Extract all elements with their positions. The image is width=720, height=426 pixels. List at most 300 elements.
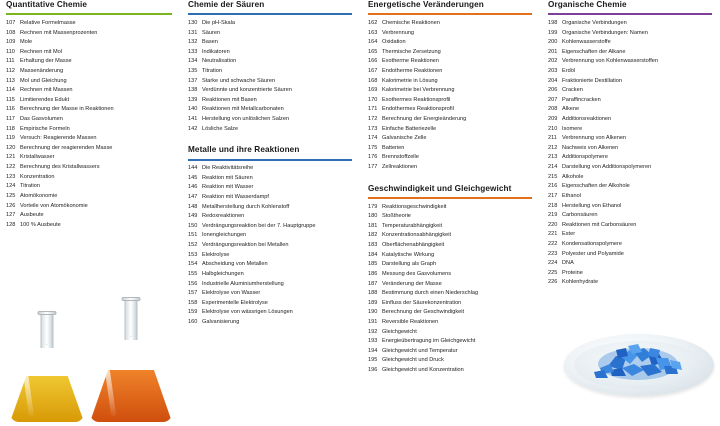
list-item[interactable] (6, 211, 172, 221)
list-item[interactable] (368, 308, 532, 318)
section-rule (548, 13, 712, 15)
list-item[interactable] (368, 105, 532, 115)
entry-page-number: 154 (188, 261, 198, 268)
list-item[interactable] (368, 328, 532, 338)
column-organische-chemie (540, 0, 720, 426)
entry-page-number: 176 (368, 154, 378, 161)
entry-label: Erdöl (562, 67, 576, 74)
list-item[interactable] (6, 67, 172, 77)
list-item[interactable] (548, 86, 712, 96)
list-item[interactable] (6, 105, 172, 115)
list-item[interactable] (548, 77, 712, 87)
entry-label: Polyester und Polyamide (562, 250, 624, 257)
list-item[interactable] (188, 115, 352, 125)
entry-label: Die Reaktivitätsreihe (202, 165, 254, 172)
entry-page-number: 170 (368, 96, 378, 103)
entry-list (188, 19, 352, 134)
list-item[interactable] (6, 115, 172, 125)
entry-page-number: 169 (368, 87, 378, 94)
entry-label: Metallherstellung durch Kohlenstoff (202, 203, 290, 210)
list-item[interactable] (368, 29, 532, 39)
entry-page-number: 211 (548, 135, 557, 142)
list-item[interactable] (368, 48, 532, 58)
list-item[interactable] (368, 163, 532, 173)
section-title: Energetische Veränderungen (368, 0, 484, 9)
entry-page-number: 172 (368, 116, 378, 123)
entry-label: Abscheidung von Metallen (202, 261, 268, 268)
list-item[interactable] (188, 299, 352, 309)
section-title: Quantitative Chemie (6, 0, 88, 9)
entry-page-number: 125 (6, 192, 16, 199)
entry-page-number: 122 (6, 164, 16, 171)
entry-list (548, 19, 712, 288)
entry-page-number: 208 (548, 106, 558, 113)
list-item[interactable] (548, 115, 712, 125)
list-item[interactable] (548, 67, 712, 77)
entry-page-number: 187 (368, 280, 378, 287)
list-item[interactable] (368, 251, 532, 261)
list-item[interactable] (6, 57, 172, 67)
entry-label: Gleichgewicht und Temperatur (382, 347, 458, 354)
entry-label: Kondensationspolymere (562, 240, 623, 247)
entry-label: Reaktionen mit Metallcarbonaten (202, 106, 284, 113)
entry-page-number: 165 (368, 48, 378, 55)
list-item[interactable] (188, 280, 352, 290)
crystal-cluster (564, 322, 714, 408)
list-item[interactable] (368, 86, 532, 96)
list-item[interactable] (188, 57, 352, 67)
entry-page-number: 158 (188, 299, 198, 306)
list-item[interactable] (368, 125, 532, 135)
list-item[interactable] (6, 221, 172, 231)
entry-label: Reaktionsgeschwindigkeit (382, 203, 447, 210)
list-item[interactable] (548, 192, 712, 202)
entry-label: Verbrennung von Alkenen (562, 135, 627, 142)
entry-label: Mole (20, 39, 33, 46)
list-item[interactable] (548, 153, 712, 163)
entry-label: Titration (20, 183, 40, 190)
entry-label: Starke und schwache Säuren (202, 77, 276, 84)
list-item[interactable] (368, 366, 532, 376)
entry-page-number: 126 (6, 202, 16, 209)
entry-label: Galvanische Zelle (382, 135, 427, 142)
entry-label: Ausbeute (20, 212, 44, 219)
entry-page-number: 213 (548, 154, 558, 161)
list-item[interactable] (368, 241, 532, 251)
list-item[interactable] (548, 57, 712, 67)
entry-label: Zellreaktionen (382, 164, 418, 171)
entry-page-number: 185 (368, 261, 378, 268)
entry-label: Redoxreaktionen (202, 213, 245, 220)
entry-label: Thermische Zersetzung (382, 48, 441, 55)
list-item[interactable] (548, 125, 712, 135)
entry-page-number: 186 (368, 270, 378, 277)
list-item[interactable] (188, 86, 352, 96)
list-item[interactable] (368, 337, 532, 347)
entry-page-number: 121 (6, 154, 16, 161)
entry-page-number: 112 (6, 67, 15, 74)
list-item[interactable] (188, 212, 352, 222)
list-item[interactable] (368, 153, 532, 163)
entry-label: Berechnung der Masse in Reaktionen (20, 106, 114, 113)
list-item[interactable] (6, 48, 172, 58)
entry-page-number: 160 (188, 318, 198, 325)
entry-page-number: 182 (368, 232, 378, 239)
entry-label: Versuch: Reagierende Massen (20, 135, 97, 142)
entry-page-number: 153 (188, 251, 198, 258)
entry-page-number: 119 (6, 135, 15, 142)
entry-page-number: 113 (6, 77, 15, 84)
section-rule (6, 13, 172, 15)
column-quantitative (0, 0, 180, 426)
list-item[interactable] (188, 125, 352, 135)
section-rule (368, 13, 532, 15)
list-item[interactable] (188, 318, 352, 328)
list-item[interactable] (548, 105, 712, 115)
entry-label: Verdünnte und konzentrierte Säuren (202, 87, 292, 94)
list-item[interactable] (188, 96, 352, 106)
list-item[interactable] (548, 278, 712, 288)
list-item[interactable] (188, 251, 352, 261)
list-item[interactable] (6, 29, 172, 39)
entry-page-number: 175 (368, 144, 378, 151)
list-item[interactable] (368, 289, 532, 299)
entry-page-number: 199 (548, 29, 558, 36)
entry-label: Berechnung der reagierenden Masse (20, 144, 113, 151)
entry-label: Energieübertragung im Gleichgewicht (382, 338, 476, 345)
entry-page-number: 164 (368, 39, 378, 46)
entry-label: Brennstoffzelle (382, 154, 419, 161)
entry-label: Alkene (562, 106, 580, 113)
entry-list (188, 164, 352, 327)
entry-label: Organische Verbindungen: Namen (562, 29, 648, 36)
section-organische-chemie (548, 0, 712, 288)
entry-page-number: 189 (368, 299, 378, 306)
list-item[interactable] (188, 260, 352, 270)
list-item[interactable] (368, 19, 532, 29)
entry-label: Konzentration (20, 173, 55, 180)
entry-page-number: 146 (188, 184, 198, 191)
list-item[interactable] (6, 125, 172, 135)
list-item[interactable] (548, 48, 712, 58)
entry-label: Verbrennung von Kohlenwasserstoffen (562, 58, 658, 65)
entry-page-number: 156 (188, 280, 198, 287)
entry-page-number: 225 (548, 269, 558, 276)
entry-page-number: 145 (188, 174, 198, 181)
list-item[interactable] (368, 270, 532, 280)
entry-page-number: 180 (368, 213, 378, 220)
list-item[interactable] (548, 230, 712, 240)
entry-label: Relative Formelmasse (20, 19, 76, 26)
entry-page-number: 218 (548, 202, 558, 209)
list-item[interactable] (548, 38, 712, 48)
list-item[interactable] (188, 270, 352, 280)
entry-list (6, 19, 172, 230)
entry-label: Darstellung von Additionspolymeren (562, 164, 652, 171)
entry-page-number: 120 (6, 144, 16, 151)
entry-page-number: 138 (188, 87, 198, 94)
entry-page-number: 204 (548, 77, 558, 84)
entry-label: Experimentelle Elektrolyse (202, 299, 268, 306)
entry-page-number: 193 (368, 338, 378, 345)
entry-page-number: 198 (548, 19, 558, 26)
entry-page-number: 117 (6, 116, 15, 123)
entry-page-number: 217 (548, 192, 558, 199)
list-item[interactable] (548, 173, 712, 183)
column-energetische-geschwindigkeit (360, 0, 540, 426)
entry-label: Organische Verbindungen (562, 19, 627, 26)
entry-page-number: 128 (6, 221, 16, 228)
list-item[interactable] (188, 308, 352, 318)
entry-label: Berechnung der Energieänderung (382, 116, 467, 123)
entry-label: Batterien (382, 144, 405, 151)
list-item[interactable] (368, 38, 532, 48)
entry-page-number: 181 (368, 222, 378, 229)
list-item[interactable] (6, 96, 172, 106)
list-item[interactable] (6, 86, 172, 96)
list-item[interactable] (548, 134, 712, 144)
entry-label: Empirische Formeln (20, 125, 70, 132)
list-item[interactable] (188, 289, 352, 299)
list-item[interactable] (6, 182, 172, 192)
list-item[interactable] (368, 347, 532, 357)
entry-page-number: 188 (368, 290, 378, 297)
entry-label: Kalorimetrie in Lösung (382, 77, 438, 84)
entry-page-number: 194 (368, 347, 378, 354)
entry-label: Reaktion mit Wasserdampf (202, 194, 269, 201)
entry-label: Chemische Reaktionen (382, 19, 440, 26)
entry-page-number: 174 (368, 135, 378, 142)
list-item[interactable] (188, 193, 352, 203)
entry-label: Gleichgewicht und Druck (382, 357, 444, 364)
entry-page-number: 226 (548, 279, 558, 286)
entry-label: Einfache Batteriezelle (382, 125, 437, 132)
entry-label: Reversible Reaktionen (382, 318, 439, 325)
list-item[interactable] (548, 96, 712, 106)
list-item[interactable] (188, 222, 352, 232)
entry-label: Exothermes Reaktionsprofil (382, 96, 451, 103)
list-item[interactable] (188, 174, 352, 184)
section-rule (368, 197, 532, 199)
entry-page-number: 130 (188, 19, 198, 26)
entry-label: Herstellung von Ethanol (562, 202, 622, 209)
list-item[interactable] (368, 77, 532, 87)
list-item[interactable] (548, 250, 712, 260)
entry-label: Verdrängungsreaktion bei Metallen (202, 242, 289, 249)
entry-page-number: 190 (368, 309, 378, 316)
list-item[interactable] (368, 96, 532, 106)
entry-page-number: 191 (368, 318, 378, 325)
entry-page-number: 216 (548, 183, 558, 190)
entry-page-number: 133 (188, 48, 198, 55)
list-item[interactable] (368, 57, 532, 67)
list-item[interactable] (548, 259, 712, 269)
entry-label: Massenänderung (20, 67, 64, 74)
entry-label: Alkohole (562, 173, 584, 180)
entry-page-number: 157 (188, 290, 198, 297)
entry-label: Mol und Gleichung (20, 77, 67, 84)
entry-page-number: 177 (368, 164, 378, 171)
entry-page-number: 137 (188, 77, 198, 84)
entry-page-number: 206 (548, 87, 558, 94)
entry-page-number: 107 (6, 19, 16, 26)
list-item[interactable] (548, 144, 712, 154)
entry-label: Kalorimetrie bei Verbrennung (382, 87, 455, 94)
list-item[interactable] (6, 153, 172, 163)
list-item[interactable] (188, 19, 352, 29)
list-item[interactable] (368, 222, 532, 232)
entry-page-number: 220 (548, 221, 558, 228)
entry-label: Herstellung von unlöslichen Salzen (202, 116, 290, 123)
entry-label: Nachweis von Alkenen (562, 144, 619, 151)
erlenmeyer-flask-yellow (10, 314, 84, 422)
list-item[interactable] (6, 202, 172, 212)
entry-label: Paraffincracken (562, 96, 601, 103)
list-item[interactable] (188, 241, 352, 251)
entry-label: Einfluss der Säurekonzentration (382, 299, 462, 306)
entry-page-number: 110 (6, 48, 15, 55)
list-item[interactable] (368, 299, 532, 309)
list-item[interactable] (188, 105, 352, 115)
section-geschwindigkeit-und-gleichgewicht (368, 184, 532, 376)
entry-label: Cracken (562, 87, 583, 94)
entry-label: Rechnen mit Massen (20, 87, 73, 94)
entry-page-number: 222 (548, 240, 558, 247)
list-item[interactable] (368, 115, 532, 125)
entry-page-number: 221 (548, 231, 558, 238)
entry-label: Atomökonomie (20, 192, 58, 199)
entry-label: Limitierendes Edukt (20, 96, 70, 103)
entry-label: Gleichgewicht und Konzentration (382, 366, 464, 373)
list-item[interactable] (368, 67, 532, 77)
entry-page-number: 167 (368, 67, 378, 74)
entry-label: Reaktionen mit Basen (202, 96, 257, 103)
entry-page-number: 109 (6, 39, 16, 46)
list-item[interactable] (548, 19, 712, 29)
entry-label: Die pH-Skala (202, 19, 235, 26)
entry-label: Ionengleichungen (202, 232, 247, 239)
entry-page-number: 219 (548, 212, 558, 219)
list-item[interactable] (548, 163, 712, 173)
list-item[interactable] (6, 173, 172, 183)
list-item[interactable] (6, 134, 172, 144)
list-item[interactable] (188, 164, 352, 174)
list-item[interactable] (188, 183, 352, 193)
entry-page-number: 142 (188, 125, 198, 132)
list-item[interactable] (368, 212, 532, 222)
entry-page-number: 183 (368, 242, 378, 249)
entry-page-number: 209 (548, 116, 558, 123)
section-energetische-veraenderungen (368, 0, 532, 173)
list-item[interactable] (188, 203, 352, 213)
list-item[interactable] (548, 221, 712, 231)
entry-list (368, 19, 532, 173)
list-item[interactable] (548, 182, 712, 192)
entry-label: Reaktion mit Wasser (202, 184, 254, 191)
entry-label: Endothermes Reaktionsprofil (382, 106, 454, 113)
list-item[interactable] (6, 144, 172, 154)
entry-label: Darstellung als Graph (382, 261, 437, 268)
list-item[interactable] (548, 269, 712, 279)
entry-page-number: 135 (188, 67, 198, 74)
entry-page-number: 151 (188, 232, 198, 239)
entry-page-number: 115 (6, 96, 15, 103)
entry-label: Additionspolymere (562, 154, 609, 161)
list-item[interactable] (368, 203, 532, 213)
entry-label: Oberflächenabhängigkeit (382, 242, 445, 249)
list-item[interactable] (548, 202, 712, 212)
entry-label: Proteine (562, 269, 583, 276)
list-item[interactable] (368, 134, 532, 144)
entry-page-number: 200 (548, 39, 558, 46)
entry-page-number: 168 (368, 77, 378, 84)
entry-page-number: 171 (368, 106, 378, 113)
section-title: Chemie der Säuren (188, 0, 265, 9)
section-metalle-und-ihre-reaktionen (188, 145, 352, 327)
entry-label: Reaktion mit Säuren (202, 174, 253, 181)
entry-label: 100 % Ausbeute (20, 221, 61, 228)
section-title: Geschwindigkeit und Gleichgewicht (368, 183, 512, 193)
section-rule (188, 13, 352, 15)
entry-page-number: 108 (6, 29, 16, 36)
list-item[interactable] (368, 144, 532, 154)
entry-page-number: 173 (368, 125, 378, 132)
list-item[interactable] (188, 38, 352, 48)
list-item[interactable] (6, 77, 172, 87)
entry-label: Das Gasvolumen (20, 116, 63, 123)
entry-label: Indikatoren (202, 48, 230, 55)
list-item[interactable] (548, 240, 712, 250)
list-item[interactable] (188, 29, 352, 39)
entry-page-number: 123 (6, 173, 16, 180)
entry-label: Katalytische Wirkung (382, 251, 435, 258)
entry-label: Rechnen mit Massenprozenten (20, 29, 98, 36)
list-item[interactable] (368, 318, 532, 328)
list-item[interactable] (188, 77, 352, 87)
entry-label: Halbgleichungen (202, 270, 244, 277)
entry-label: Gleichgewicht (382, 328, 417, 335)
entry-page-number: 149 (188, 213, 198, 220)
entry-label: Endotherme Reaktionen (382, 67, 443, 74)
entry-label: Elektrolyse von wässrigen Lösungen (202, 309, 293, 316)
entry-label: Ester (562, 231, 576, 238)
list-item[interactable] (368, 260, 532, 270)
list-item[interactable] (368, 356, 532, 366)
entry-label: Eigenschaften der Alkane (562, 48, 626, 55)
list-item[interactable] (6, 192, 172, 202)
entry-label: Reaktionen mit Carbonsäuren (562, 221, 637, 228)
list-item[interactable] (368, 231, 532, 241)
list-item[interactable] (188, 48, 352, 58)
flask-illustration (4, 278, 182, 426)
entry-page-number: 212 (548, 144, 558, 151)
entry-page-number: 147 (188, 194, 198, 201)
list-item[interactable] (188, 67, 352, 77)
entry-page-number: 148 (188, 203, 198, 210)
list-item[interactable] (548, 211, 712, 221)
entry-label: Additionsreaktionen (562, 116, 612, 123)
list-item[interactable] (188, 231, 352, 241)
entry-label: Titration (202, 67, 222, 74)
list-item[interactable] (6, 19, 172, 29)
list-item[interactable] (548, 29, 712, 39)
list-item[interactable] (6, 38, 172, 48)
entry-page-number: 155 (188, 270, 198, 277)
list-item[interactable] (368, 280, 532, 290)
list-item[interactable] (6, 163, 172, 173)
entry-label: Kohlenhydrate (562, 279, 599, 286)
entry-label: Elektrolyse von Wasser (202, 290, 261, 297)
